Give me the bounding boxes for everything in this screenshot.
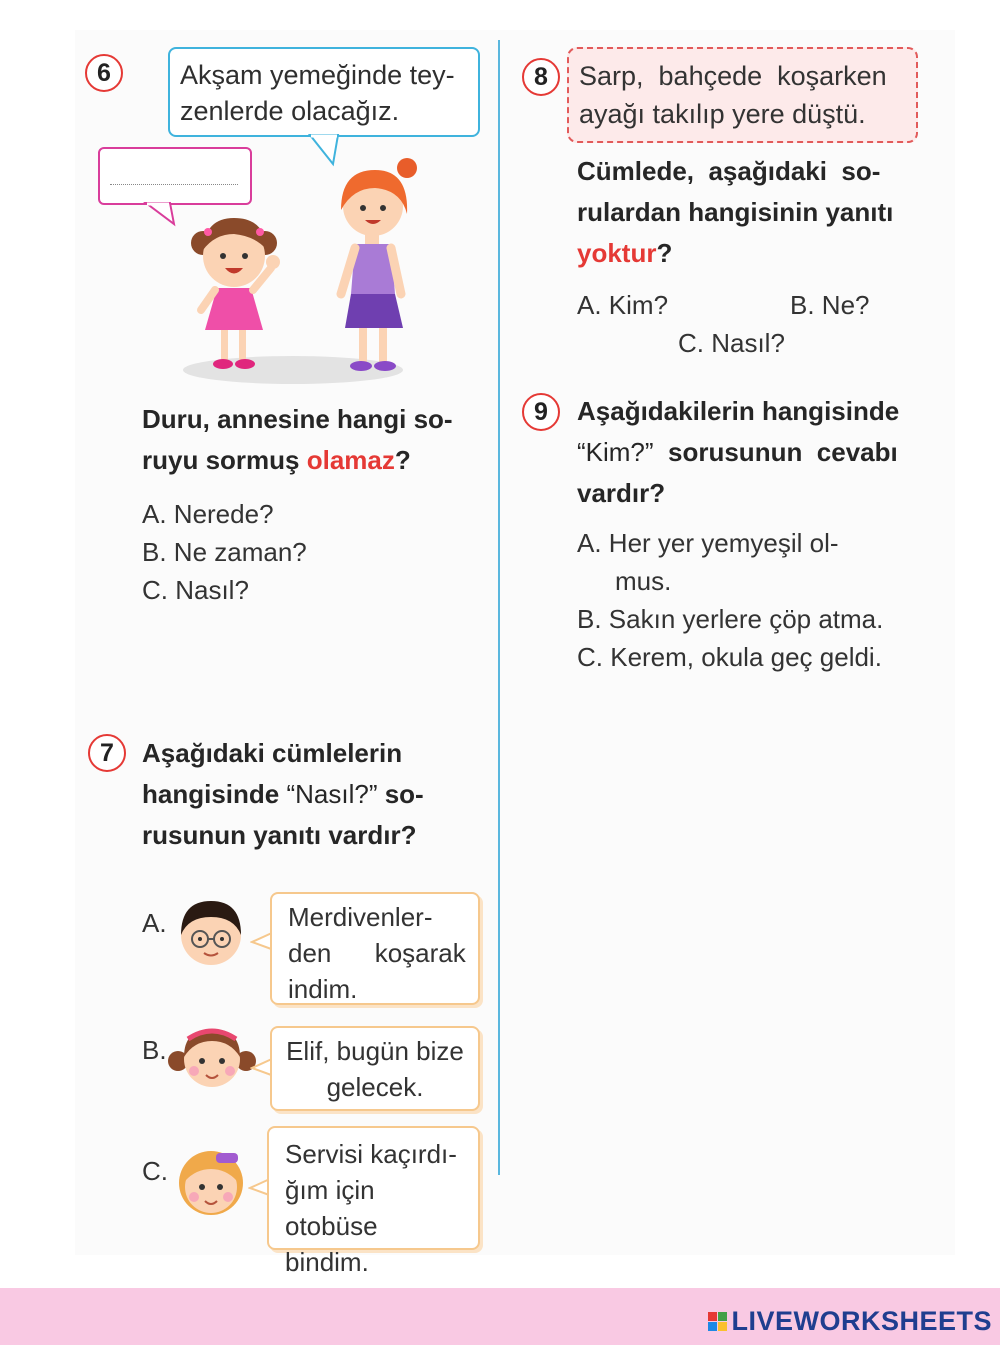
- question-6-line-2: [142, 440, 492, 481]
- question-7-option-b-letter[interactable]: B.: [142, 1035, 167, 1065]
- mother-figure: [341, 158, 417, 371]
- question-6-option-a[interactable]: A. Nerede?: [142, 499, 274, 529]
- girl-and-mother-illustration: [175, 148, 455, 388]
- option-c-line-3: bindim.: [285, 1247, 369, 1277]
- question-7-line-1: Aşağıdaki cümlelerin: [142, 738, 403, 768]
- option-c-line-2: ğım için otobüse: [285, 1175, 378, 1241]
- question-9-option-c[interactable]: C. Kerem, okula geç geldi.: [577, 642, 882, 672]
- question-9-options: [577, 524, 883, 676]
- question-8-option-a[interactable]: A. Kim?: [577, 290, 669, 320]
- speech-line-2: zenlerde olacağız.: [180, 96, 400, 126]
- question-7-option-a-box[interactable]: [270, 892, 480, 1005]
- question-8-option-b[interactable]: B. Ne?: [790, 290, 870, 320]
- question-6-options: [142, 495, 307, 609]
- q8-sentence-line-1: Sarp, bahçede koşarken: [579, 61, 887, 91]
- question-7-line-2a: hangisinde: [142, 779, 287, 809]
- question-7-option-c-letter[interactable]: C.: [142, 1156, 168, 1186]
- question-7-line-3: rusunun yanıtı vardır?: [142, 820, 417, 850]
- option-c-line-1: Servisi kaçırdı-: [285, 1139, 457, 1169]
- question-8-sentence-box: [567, 47, 918, 143]
- blonde-girl-face-icon: [170, 1141, 252, 1219]
- column-divider: [498, 40, 500, 1175]
- question-9-line-2-rest: sorusunun cevabı: [653, 437, 898, 467]
- question-9-line-2: [577, 432, 927, 473]
- question-6-option-c[interactable]: C. Nasıl?: [142, 575, 249, 605]
- question-6-text: [142, 399, 492, 481]
- logo-mark-icon: [708, 1312, 727, 1331]
- question-6-option-b[interactable]: B. Ne zaman?: [142, 537, 307, 567]
- liveworksheets-logo[interactable]: [708, 1306, 992, 1337]
- question-8-line-3: [577, 233, 927, 274]
- girl-face-icon: [166, 1021, 258, 1091]
- boy-face-icon: [174, 893, 248, 971]
- question-7-option-a-letter[interactable]: A.: [142, 908, 167, 938]
- question-9-line-3: vardır?: [577, 478, 666, 508]
- question-7-line-2b: so-: [377, 779, 424, 809]
- mother-speech-bubble: [168, 47, 480, 137]
- question-9-line-1: Aşağıdakilerin hangisinde: [577, 396, 900, 426]
- question-7-quote: “Nasıl?”: [286, 779, 378, 809]
- question-6-line-1: Duru, annesine hangi so-: [142, 404, 453, 434]
- question-8-text: [577, 151, 927, 274]
- question-8-line-2: rulardan hangisinin yanıtı: [577, 197, 894, 227]
- question-6-number: 6: [85, 54, 123, 92]
- question-6-line-2a: ruyu sormuş: [142, 445, 307, 475]
- question-9-quote: “Kim?”: [577, 437, 654, 467]
- girl-figure: [191, 218, 280, 369]
- question-9-number: 9: [522, 393, 560, 431]
- option-a-line-3: indim.: [288, 974, 358, 1004]
- question-7-option-c-box[interactable]: [267, 1126, 480, 1277]
- question-9-option-b[interactable]: B. Sakın yerlere çöp atma.: [577, 604, 884, 634]
- question-8-number: 8: [522, 58, 560, 96]
- q8-sentence-line-2: ayağı takılıp yere düştü.: [579, 99, 866, 129]
- question-8-option-c[interactable]: C. Nasıl?: [678, 328, 785, 358]
- question-8-line-1: Cümlede, aşağıdaki so-: [577, 156, 881, 186]
- question-8-emphasis: yoktur: [577, 238, 657, 268]
- question-6-emphasis: olamaz: [306, 445, 395, 475]
- question-9-option-a-line-1[interactable]: A. Her yer yemyeşil ol-: [577, 528, 839, 558]
- option-b-line-2: gelecek.: [326, 1072, 424, 1102]
- option-b-line-1: Elif, bugün bize: [286, 1036, 464, 1066]
- question-7-text: [142, 733, 492, 856]
- option-a-line-1: Merdivenler-: [288, 902, 433, 932]
- question-6-qmark: ?: [394, 445, 411, 475]
- question-7-line-2: [142, 774, 492, 815]
- question-8-qmark: ?: [656, 238, 673, 268]
- option-a-line-2: den koşarak: [288, 938, 466, 968]
- question-9-text: [577, 391, 927, 514]
- question-7-option-b-box[interactable]: [270, 1026, 480, 1111]
- logo-text: LIVEWORKSHEETS: [731, 1306, 992, 1336]
- speech-line-1: Akşam yemeğinde tey-: [180, 60, 455, 90]
- question-9-option-a-line-2[interactable]: mus.: [615, 566, 672, 596]
- question-7-number: 7: [88, 734, 126, 772]
